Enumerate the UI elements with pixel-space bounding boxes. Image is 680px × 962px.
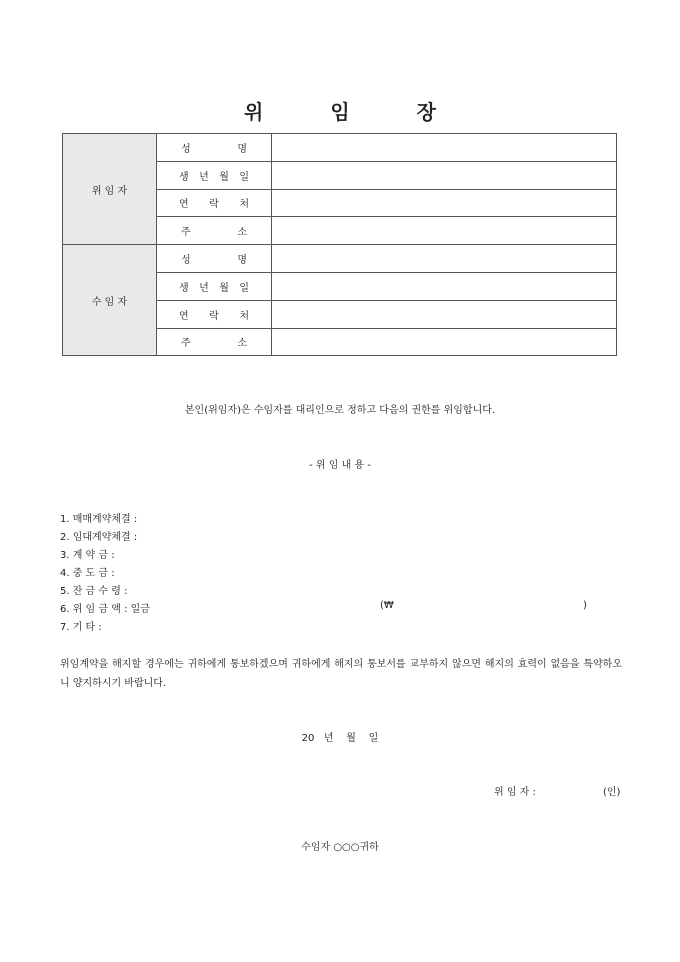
field-value-input[interactable]	[272, 134, 617, 162]
field-value-input[interactable]	[272, 300, 617, 328]
amount-close-paren: )	[583, 600, 587, 611]
date-line: 20 년 월 일	[301, 733, 379, 744]
field-value-input[interactable]	[272, 272, 617, 300]
field-value-input[interactable]	[272, 328, 617, 356]
document-title: 위 임 장	[244, 100, 466, 124]
group-label: 위 임 자	[63, 134, 157, 245]
seal-mark: (인)	[603, 787, 621, 798]
item-4: 4. 중 도 금 :	[60, 568, 115, 579]
addressee-line: 수임자 ○○○귀하	[301, 842, 379, 853]
statement-text: 본인(위임자)은 수임자를 대리인으로 정하고 다음의 권한를 위임합니다.	[184, 405, 496, 416]
field-label: 연 락 처	[157, 189, 272, 217]
party-info-table	[62, 133, 617, 356]
field-value-input[interactable]	[272, 189, 617, 217]
delegator-signature-label: 위 임 자 :	[494, 787, 536, 798]
group-label: 수 임 자	[63, 245, 157, 356]
field-label: 주 소	[157, 328, 272, 356]
item-7: 7. 기 타 :	[60, 622, 102, 633]
notice-paragraph: 위임계약을 해지할 경우에는 귀하에게 통보하겠으며 귀하에게 해지의 통보서를 교부하지 않으면 해지의 효력이 없음을 특약하오니 양지하시기 바랍니다.	[60, 659, 622, 689]
item-6: 6. 위 임 금 액 : 일금	[60, 604, 150, 615]
section-heading: - 위 임 내 용 -	[309, 460, 371, 471]
field-label: 생 년 월 일	[157, 161, 272, 189]
field-label: 주 소	[157, 217, 272, 245]
field-label: 성 명	[157, 134, 272, 162]
field-value-input[interactable]	[272, 217, 617, 245]
field-value-input[interactable]	[272, 245, 617, 273]
info-row	[63, 245, 617, 273]
item-1: 1. 매매계약체결 :	[60, 514, 138, 525]
field-value-input[interactable]	[272, 161, 617, 189]
field-label: 생 년 월 일	[157, 272, 272, 300]
item-5: 5. 잔 금 수 령 :	[60, 586, 128, 597]
item-3: 3. 계 약 금 :	[60, 550, 115, 561]
field-label: 연 락 처	[157, 300, 272, 328]
info-row	[63, 134, 617, 162]
item-2: 2. 임대계약체결 :	[60, 532, 138, 543]
amount-won-label: (₩	[380, 600, 394, 611]
field-label: 성 명	[157, 245, 272, 273]
